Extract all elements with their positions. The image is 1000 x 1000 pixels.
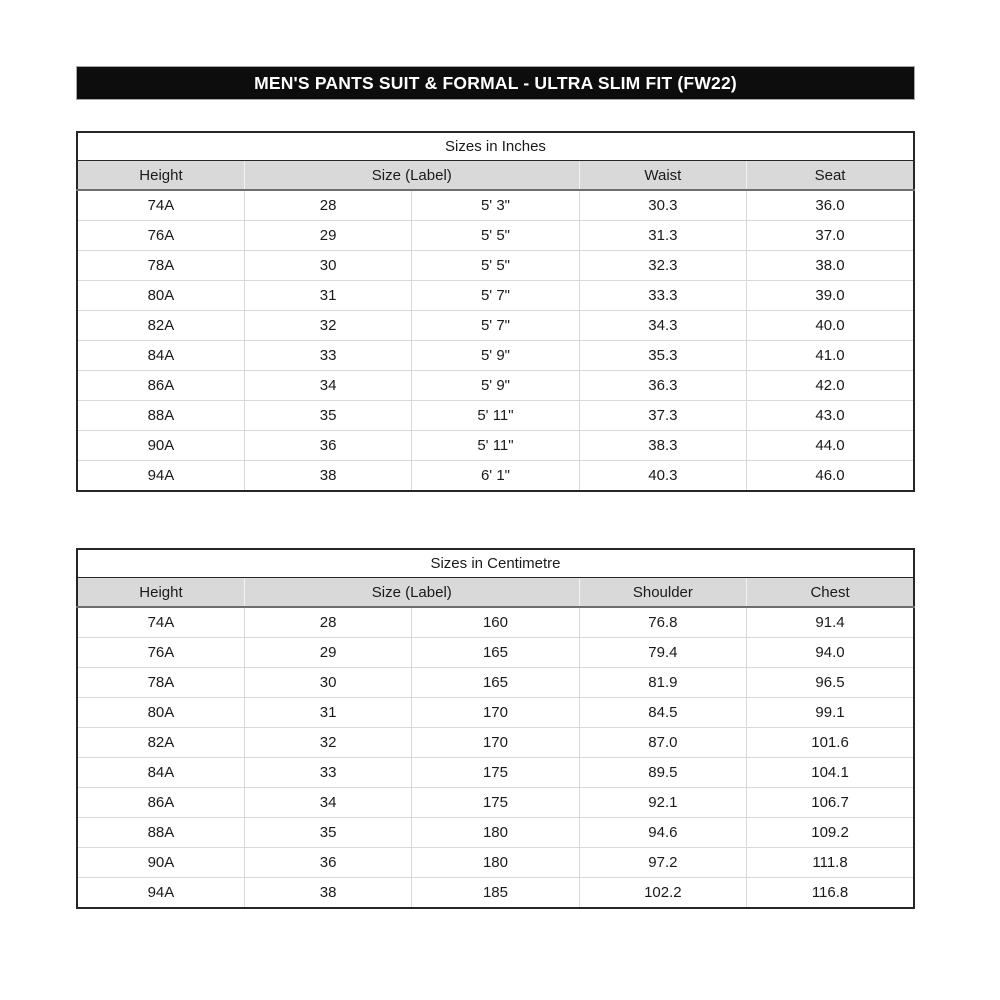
table-cell: 30 [244, 668, 411, 698]
table-row [77, 788, 914, 818]
column-header: Size (Label) [244, 578, 579, 608]
table-row [77, 638, 914, 668]
table-cell: 84A [77, 758, 244, 788]
table-cell: 36 [244, 848, 411, 878]
table-cell: 74A [77, 190, 244, 221]
table-row [77, 431, 914, 461]
table-cell: 76.8 [579, 607, 746, 638]
table-row [77, 728, 914, 758]
table-row [77, 251, 914, 281]
table-cell: 41.0 [747, 341, 914, 371]
table-row [77, 758, 914, 788]
table-title-row [77, 549, 914, 578]
table-cell: 5' 9" [412, 341, 579, 371]
table-cell: 180 [412, 818, 579, 848]
table-row [77, 221, 914, 251]
table-cell: 33.3 [579, 281, 746, 311]
table-cell: 74A [77, 607, 244, 638]
table-cell: 46.0 [747, 461, 914, 492]
table-cell: 5' 5" [412, 221, 579, 251]
table-cell: 30.3 [579, 190, 746, 221]
table-cell: 76A [77, 638, 244, 668]
table-cell: 80A [77, 281, 244, 311]
table-row [77, 311, 914, 341]
table-cell: 35.3 [579, 341, 746, 371]
column-header: Shoulder [579, 578, 746, 608]
column-header: Size (Label) [244, 161, 579, 191]
table-cell: 90A [77, 848, 244, 878]
table-cell: 34.3 [579, 311, 746, 341]
table-body [77, 607, 914, 908]
table-cell: 109.2 [747, 818, 914, 848]
table-cell: 87.0 [579, 728, 746, 758]
table-cell: 34 [244, 371, 411, 401]
table-cell: 81.9 [579, 668, 746, 698]
table-cell: 111.8 [747, 848, 914, 878]
table-cell: 84.5 [579, 698, 746, 728]
table-cell: 165 [412, 668, 579, 698]
table-cell: 5' 5" [412, 251, 579, 281]
table-cell: 40.3 [579, 461, 746, 492]
table-row [77, 371, 914, 401]
centimetre-table [76, 548, 915, 909]
table-cell: 96.5 [747, 668, 914, 698]
table-title: Sizes in Centimetre [77, 549, 914, 578]
table-cell: 6' 1" [412, 461, 579, 492]
inches-table [76, 131, 915, 492]
table-cell: 94.6 [579, 818, 746, 848]
column-header: Height [77, 578, 244, 608]
table-cell: 86A [77, 371, 244, 401]
table-cell: 78A [77, 251, 244, 281]
table-cell: 94.0 [747, 638, 914, 668]
table-cell: 170 [412, 728, 579, 758]
table-cell: 94A [77, 878, 244, 909]
table-cell: 90A [77, 431, 244, 461]
table-cell: 5' 9" [412, 371, 579, 401]
table-cell: 76A [77, 221, 244, 251]
table-cell: 28 [244, 607, 411, 638]
table-cell: 101.6 [747, 728, 914, 758]
table-cell: 37.0 [747, 221, 914, 251]
table-cell: 80A [77, 698, 244, 728]
column-header: Chest [747, 578, 914, 608]
table-cell: 36 [244, 431, 411, 461]
table-cell: 102.2 [579, 878, 746, 909]
table-cell: 170 [412, 698, 579, 728]
table-row [77, 461, 914, 492]
table-cell: 104.1 [747, 758, 914, 788]
table-cell: 89.5 [579, 758, 746, 788]
table-cell: 42.0 [747, 371, 914, 401]
table-cell: 91.4 [747, 607, 914, 638]
table-cell: 5' 11" [412, 431, 579, 461]
inches-table-section [76, 131, 915, 492]
table-cell: 82A [77, 728, 244, 758]
table-row [77, 281, 914, 311]
table-cell: 99.1 [747, 698, 914, 728]
table-cell: 92.1 [579, 788, 746, 818]
table-cell: 29 [244, 221, 411, 251]
table-cell: 5' 3" [412, 190, 579, 221]
table-cell: 160 [412, 607, 579, 638]
table-cell: 175 [412, 788, 579, 818]
page-title: MEN'S PANTS SUIT & FORMAL - ULTRA SLIM FIT (FW22) [76, 66, 915, 100]
centimetre-table-section [76, 548, 915, 909]
table-cell: 29 [244, 638, 411, 668]
table-cell: 43.0 [747, 401, 914, 431]
table-cell: 28 [244, 190, 411, 221]
table-cell: 106.7 [747, 788, 914, 818]
table-cell: 5' 11" [412, 401, 579, 431]
table-cell: 165 [412, 638, 579, 668]
table-cell: 37.3 [579, 401, 746, 431]
table-header-row [77, 578, 914, 608]
table-cell: 35 [244, 401, 411, 431]
table-row [77, 848, 914, 878]
column-header: Height [77, 161, 244, 191]
table-cell: 40.0 [747, 311, 914, 341]
table-row [77, 607, 914, 638]
table-cell: 31.3 [579, 221, 746, 251]
table-cell: 33 [244, 758, 411, 788]
table-cell: 39.0 [747, 281, 914, 311]
table-cell: 38.3 [579, 431, 746, 461]
table-cell: 175 [412, 758, 579, 788]
table-cell: 36.0 [747, 190, 914, 221]
table-row [77, 698, 914, 728]
table-cell: 38 [244, 878, 411, 909]
table-cell: 32 [244, 311, 411, 341]
table-title: Sizes in Inches [77, 132, 914, 161]
table-row [77, 878, 914, 909]
table-row [77, 818, 914, 848]
table-row [77, 401, 914, 431]
table-cell: 84A [77, 341, 244, 371]
table-cell: 30 [244, 251, 411, 281]
table-cell: 44.0 [747, 431, 914, 461]
table-cell: 35 [244, 818, 411, 848]
table-cell: 38 [244, 461, 411, 492]
table-cell: 180 [412, 848, 579, 878]
table-cell: 94A [77, 461, 244, 492]
table-cell: 34 [244, 788, 411, 818]
table-cell: 88A [77, 401, 244, 431]
table-row [77, 341, 914, 371]
column-header: Waist [579, 161, 746, 191]
column-header: Seat [747, 161, 914, 191]
table-cell: 32.3 [579, 251, 746, 281]
table-cell: 5' 7" [412, 311, 579, 341]
table-cell: 79.4 [579, 638, 746, 668]
table-cell: 38.0 [747, 251, 914, 281]
table-cell: 31 [244, 698, 411, 728]
table-cell: 32 [244, 728, 411, 758]
table-cell: 31 [244, 281, 411, 311]
table-title-row [77, 132, 914, 161]
table-cell: 82A [77, 311, 244, 341]
table-cell: 78A [77, 668, 244, 698]
table-cell: 36.3 [579, 371, 746, 401]
table-cell: 33 [244, 341, 411, 371]
table-cell: 86A [77, 788, 244, 818]
table-cell: 116.8 [747, 878, 914, 909]
table-cell: 97.2 [579, 848, 746, 878]
table-header-row [77, 161, 914, 191]
table-cell: 5' 7" [412, 281, 579, 311]
table-row [77, 668, 914, 698]
table-body [77, 190, 914, 491]
table-row [77, 190, 914, 221]
table-cell: 185 [412, 878, 579, 909]
table-cell: 88A [77, 818, 244, 848]
